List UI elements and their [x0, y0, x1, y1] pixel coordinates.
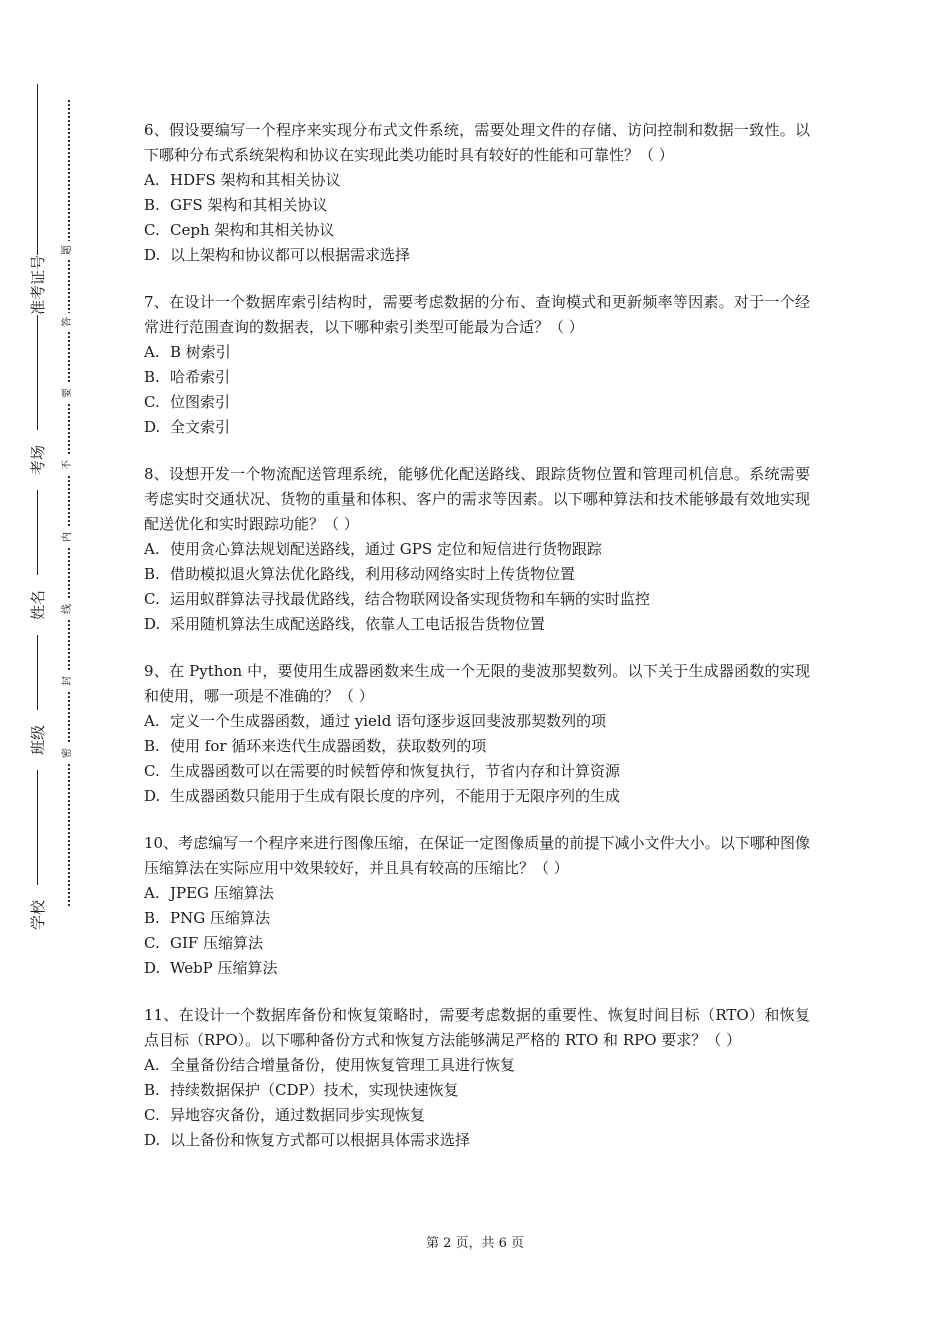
- question-8: [144, 462, 810, 637]
- option-b: B. 持续数据保护（CDP）技术，实现快速恢复: [144, 1081, 459, 1099]
- option-c: C. Ceph 架构和其相关协议: [144, 221, 335, 239]
- field-label-name: 姓名: [22, 575, 54, 635]
- seal-char: 不: [60, 456, 76, 474]
- option-a: A. 全量备份结合增量备份，使用恢复管理工具进行恢复: [144, 1056, 516, 1074]
- seal-char: 要: [60, 384, 76, 402]
- question-7: [144, 290, 810, 440]
- field-label-exam-number: 准考证号: [22, 255, 54, 315]
- question-stem: 10、考虑编写一个程序来进行图像压缩，在保证一定图像质量的前提下减小文件大小。以下哪种图像压缩算法在实际应用中效果较好，并且具有较高的压缩比？（ ）: [144, 834, 810, 877]
- question-6: [144, 118, 810, 268]
- field-label-class: 班级: [22, 710, 54, 770]
- option-d: D. 以上架构和协议都可以根据需求选择: [144, 246, 411, 264]
- binding-solid-line: [37, 84, 38, 930]
- question-stem: 7、在设计一个数据库索引结构时，需要考虑数据的分布、查询模式和更新频率等因素。对于一个经常进行范围查询的数据表，以下哪种索引类型可能最为合适？（ ）: [144, 293, 810, 336]
- option-b: B. GFS 架构和其相关协议: [144, 196, 328, 214]
- option-a: A. 使用贪心算法规划配送路线，通过 GPS 定位和短信进行货物跟踪: [144, 540, 602, 558]
- seal-char: 密: [60, 744, 76, 762]
- option-a: A. 定义一个生成器函数，通过 yield 语句逐步返回斐波那契数列的项: [144, 712, 607, 730]
- field-label-exam-room: 考场: [22, 430, 54, 490]
- question-stem: 9、在 Python 中，要使用生成器函数来生成一个无限的斐波那契数列。以下关于生成器函数的实现和使用，哪一项是不准确的？（ ）: [144, 662, 810, 705]
- seal-char: 线: [60, 600, 76, 618]
- option-d: D. WebP 压缩算法: [144, 959, 278, 977]
- page-number: 第 2 页，共 6 页: [425, 1236, 525, 1251]
- option-a: A. B 树索引: [144, 343, 231, 361]
- option-a: A. HDFS 架构和其相关协议: [144, 171, 341, 189]
- binding-dotted-line: [68, 100, 70, 906]
- option-b: B. 哈希索引: [144, 368, 231, 386]
- seal-char: 题: [60, 241, 76, 259]
- option-a: A. JPEG 压缩算法: [144, 884, 274, 902]
- option-d: D. 以上备份和恢复方式都可以根据具体需求选择: [144, 1131, 471, 1149]
- question-list: [144, 118, 810, 1175]
- option-c: C. 生成器函数可以在需要的时候暂停和恢复执行，节省内存和计算资源: [144, 762, 621, 780]
- question-stem: 6、假设要编写一个程序来实现分布式文件系统，需要处理文件的存储、访问控制和数据一致性。以下哪种分布式系统架构和协议在实现此类功能时具有较好的性能和可靠性？（ ）: [144, 121, 810, 164]
- option-c: C. 异地容灾备份，通过数据同步实现恢复: [144, 1106, 426, 1124]
- question-11: [144, 1003, 810, 1153]
- question-9: [144, 659, 810, 809]
- seal-char: 答: [60, 313, 76, 331]
- option-b: B. 借助模拟退火算法优化路线，利用移动网络实时上传货物位置: [144, 565, 576, 583]
- option-b: B. 使用 for 循环来迭代生成器函数，获取数列的项: [144, 737, 487, 755]
- field-label-school: 学校: [22, 885, 54, 945]
- question-10: [144, 831, 810, 981]
- question-stem: 11、在设计一个数据库备份和恢复策略时，需要考虑数据的重要性、恢复时间目标（RTO）和恢复点目标（RPO）。以下哪种备份方式和恢复方法能够满足严格的 RTO 和 RPO 要求？（ ）: [144, 1006, 810, 1049]
- option-b: B. PNG 压缩算法: [144, 909, 270, 927]
- seal-char: 内: [60, 528, 76, 546]
- option-d: D. 生成器函数只能用于生成有限长度的序列，不能用于无限序列的生成: [144, 787, 621, 805]
- option-d: D. 采用随机算法生成配送路线，依靠人工电话报告货物位置: [144, 615, 546, 633]
- question-stem: 8、设想开发一个物流配送管理系统，能够优化配送路线、跟踪货物位置和管理司机信息。系统需要考虑实时交通状况、货物的重量和体积、客户的需求等因素。以下哪种算法和技术能够最有效地实现配送优化和实时跟踪功能？（ ）: [144, 465, 810, 533]
- option-d: D. 全文索引: [144, 418, 231, 436]
- option-c: C. 运用蚁群算法寻找最优路线，结合物联网设备实现货物和车辆的实时监控: [144, 590, 651, 608]
- option-c: C. 位图索引: [144, 393, 231, 411]
- option-c: C. GIF 压缩算法: [144, 934, 264, 952]
- seal-char: 封: [60, 672, 76, 690]
